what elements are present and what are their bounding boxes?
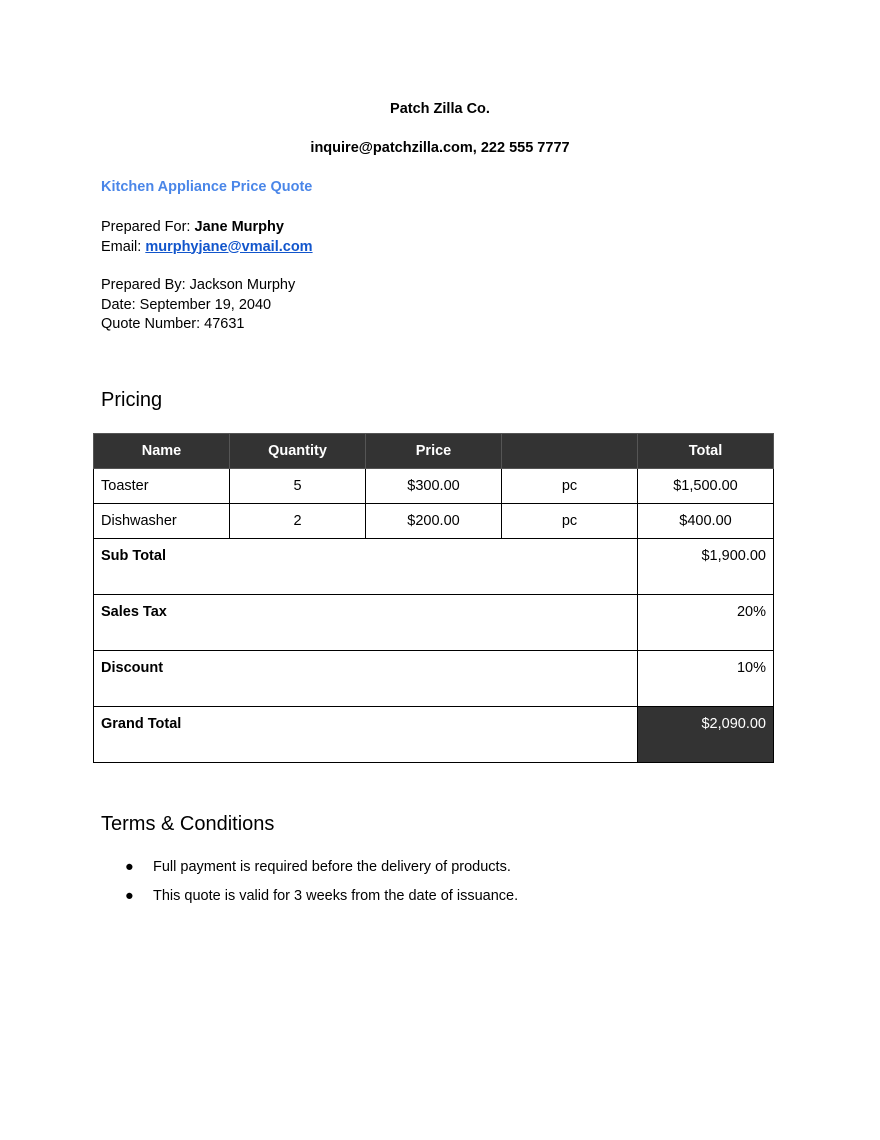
item-quantity: 2 [230, 504, 366, 539]
header-unit [502, 434, 638, 469]
prepared-for-block [101, 218, 313, 257]
document-title: Kitchen Appliance Price Quote [101, 179, 313, 195]
subtotal-row [94, 539, 774, 595]
item-name: Dishwasher [94, 504, 230, 539]
grand-total-row [94, 707, 774, 763]
bullet-icon: ● [125, 859, 134, 875]
terms-heading: Terms & Conditions [101, 813, 275, 835]
prepared-by-block [101, 276, 295, 335]
sales-tax-label: Sales Tax [94, 595, 638, 651]
table-header-row [94, 434, 774, 469]
client-name: Jane Murphy [194, 219, 284, 235]
pricing-table [93, 433, 774, 763]
grand-total-label: Grand Total [94, 707, 638, 763]
grand-total-value: $2,090.00 [638, 707, 774, 763]
table-row [94, 469, 774, 504]
item-quantity: 5 [230, 469, 366, 504]
company-contact: inquire@patchzilla.com, 222 555 7777 [310, 140, 570, 156]
pricing-heading: Pricing [101, 389, 163, 411]
bullet-icon: ● [125, 888, 134, 904]
item-price: $300.00 [366, 469, 502, 504]
quote-number: Quote Number: 47631 [101, 316, 245, 332]
header-total: Total [638, 434, 774, 469]
header-quantity: Quantity [230, 434, 366, 469]
email-label: Email: [101, 238, 146, 255]
discount-value: 10% [638, 651, 774, 707]
prepared-by: Prepared By: Jackson Murphy [101, 277, 296, 293]
item-name: Toaster [94, 469, 230, 504]
discount-row [94, 651, 774, 707]
term-text: This quote is valid for 3 weeks from the date of issuance. [153, 888, 519, 904]
header-name: Name [94, 434, 230, 469]
table-row [94, 504, 774, 539]
item-unit: pc [502, 469, 638, 504]
subtotal-value: $1,900.00 [638, 539, 774, 595]
list-item [125, 856, 518, 885]
company-name: Patch Zilla Co. [390, 101, 490, 117]
list-item [125, 885, 519, 914]
item-total: $400.00 [638, 504, 774, 539]
item-unit: pc [502, 504, 638, 539]
terms-list [101, 856, 518, 914]
sales-tax-row [94, 595, 774, 651]
subtotal-label: Sub Total [94, 539, 638, 595]
item-price: $200.00 [366, 504, 502, 539]
discount-label: Discount [94, 651, 638, 707]
client-email-link[interactable]: murphyjane@vmail.com [145, 238, 313, 255]
quote-date: Date: September 19, 2040 [101, 296, 272, 313]
prepared-for-label: Prepared For: [101, 219, 195, 235]
sales-tax-value: 20% [638, 595, 774, 651]
term-text: Full payment is required before the delivery of products. [153, 859, 511, 875]
header-price: Price [366, 434, 502, 469]
item-total: $1,500.00 [638, 469, 774, 504]
